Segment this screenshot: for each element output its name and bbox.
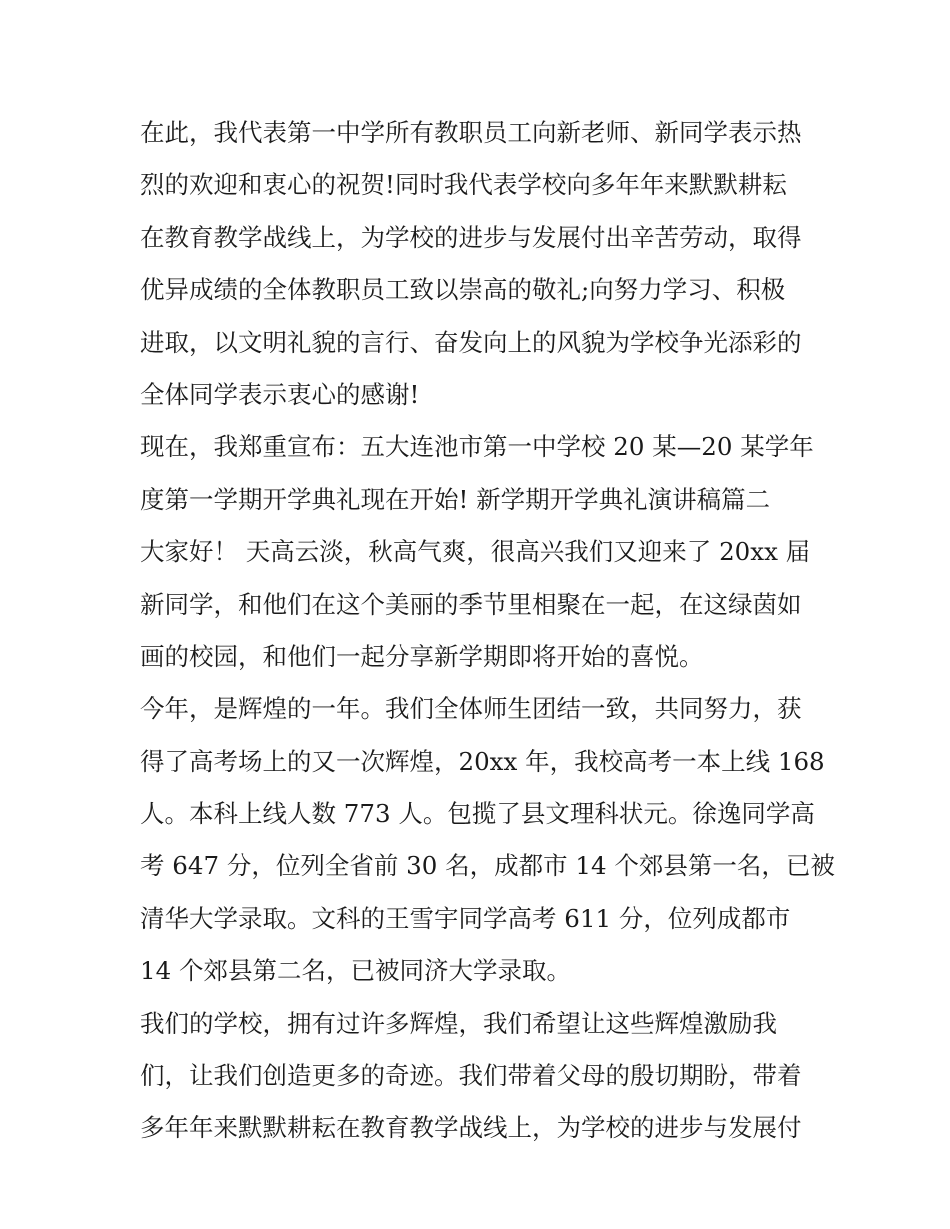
text-line: 度第一学期开学典礼现在开始! 新学期开学典礼演讲稿篇二	[140, 484, 771, 514]
text-line: 新同学，和他们在这个美丽的季节里相聚在一起，在这绿茵如	[140, 589, 802, 619]
text-line: 14 个郊县第二名，已被同济大学录取。	[140, 956, 571, 986]
text-line: 在此，我代表第一中学所有教职员工向新老师、新同学表示热	[140, 118, 802, 147]
text-line: 人。本科上线人数 773 人。包揽了县文理科状元。徐逸同学高	[140, 799, 815, 829]
text-line: 多年年来默默耕耘在教育教学战线上，为学校的进步与发展付	[140, 1113, 802, 1143]
text-line: 大家好！ 天高云淡，秋高气爽，很高兴我们又迎来了 20xx 届	[140, 537, 811, 567]
text-line: 今年，是辉煌的一年。我们全体师生团结一致，共同努力，获	[140, 694, 802, 724]
text-line: 现在，我郑重宣布：五大连池市第一中学校 20 某—20 某学年	[140, 432, 814, 462]
document-body	[140, 107, 835, 1155]
text-line: 们，让我们创造更多的奇迹。我们带着父母的殷切期盼，带着	[140, 1061, 802, 1091]
text-line: 进取，以文明礼貌的言行、奋发向上的风貌为学校争光添彩的	[140, 327, 802, 357]
text-line: 优异成绩的全体教职员工致以崇高的敬礼;向努力学习、积极	[140, 275, 786, 305]
text-line: 得了高考场上的又一次辉煌，20xx 年，我校高考一本上线 168	[140, 746, 825, 776]
text-line: 清华大学录取。文科的王雪宇同学高考 611 分，位列成都市	[140, 903, 791, 933]
text-line: 全体同学表示衷心的感谢!	[140, 379, 420, 409]
text-line: 在教育教学战线上，为学校的进步与发展付出辛苦劳动，取得	[140, 222, 802, 252]
text-line: 考 647 分，位列全省前 30 名，成都市 14 个郊县第一名，已被	[140, 851, 835, 881]
text-line: 烈的欢迎和衷心的祝贺!同时我代表学校向多年年来默默耕耘	[140, 170, 787, 200]
text-line: 我们的学校，拥有过许多辉煌，我们希望让这些辉煌激励我	[140, 1008, 777, 1038]
text-line: 画的校园，和他们一起分享新学期即将开始的喜悦。	[140, 641, 704, 671]
